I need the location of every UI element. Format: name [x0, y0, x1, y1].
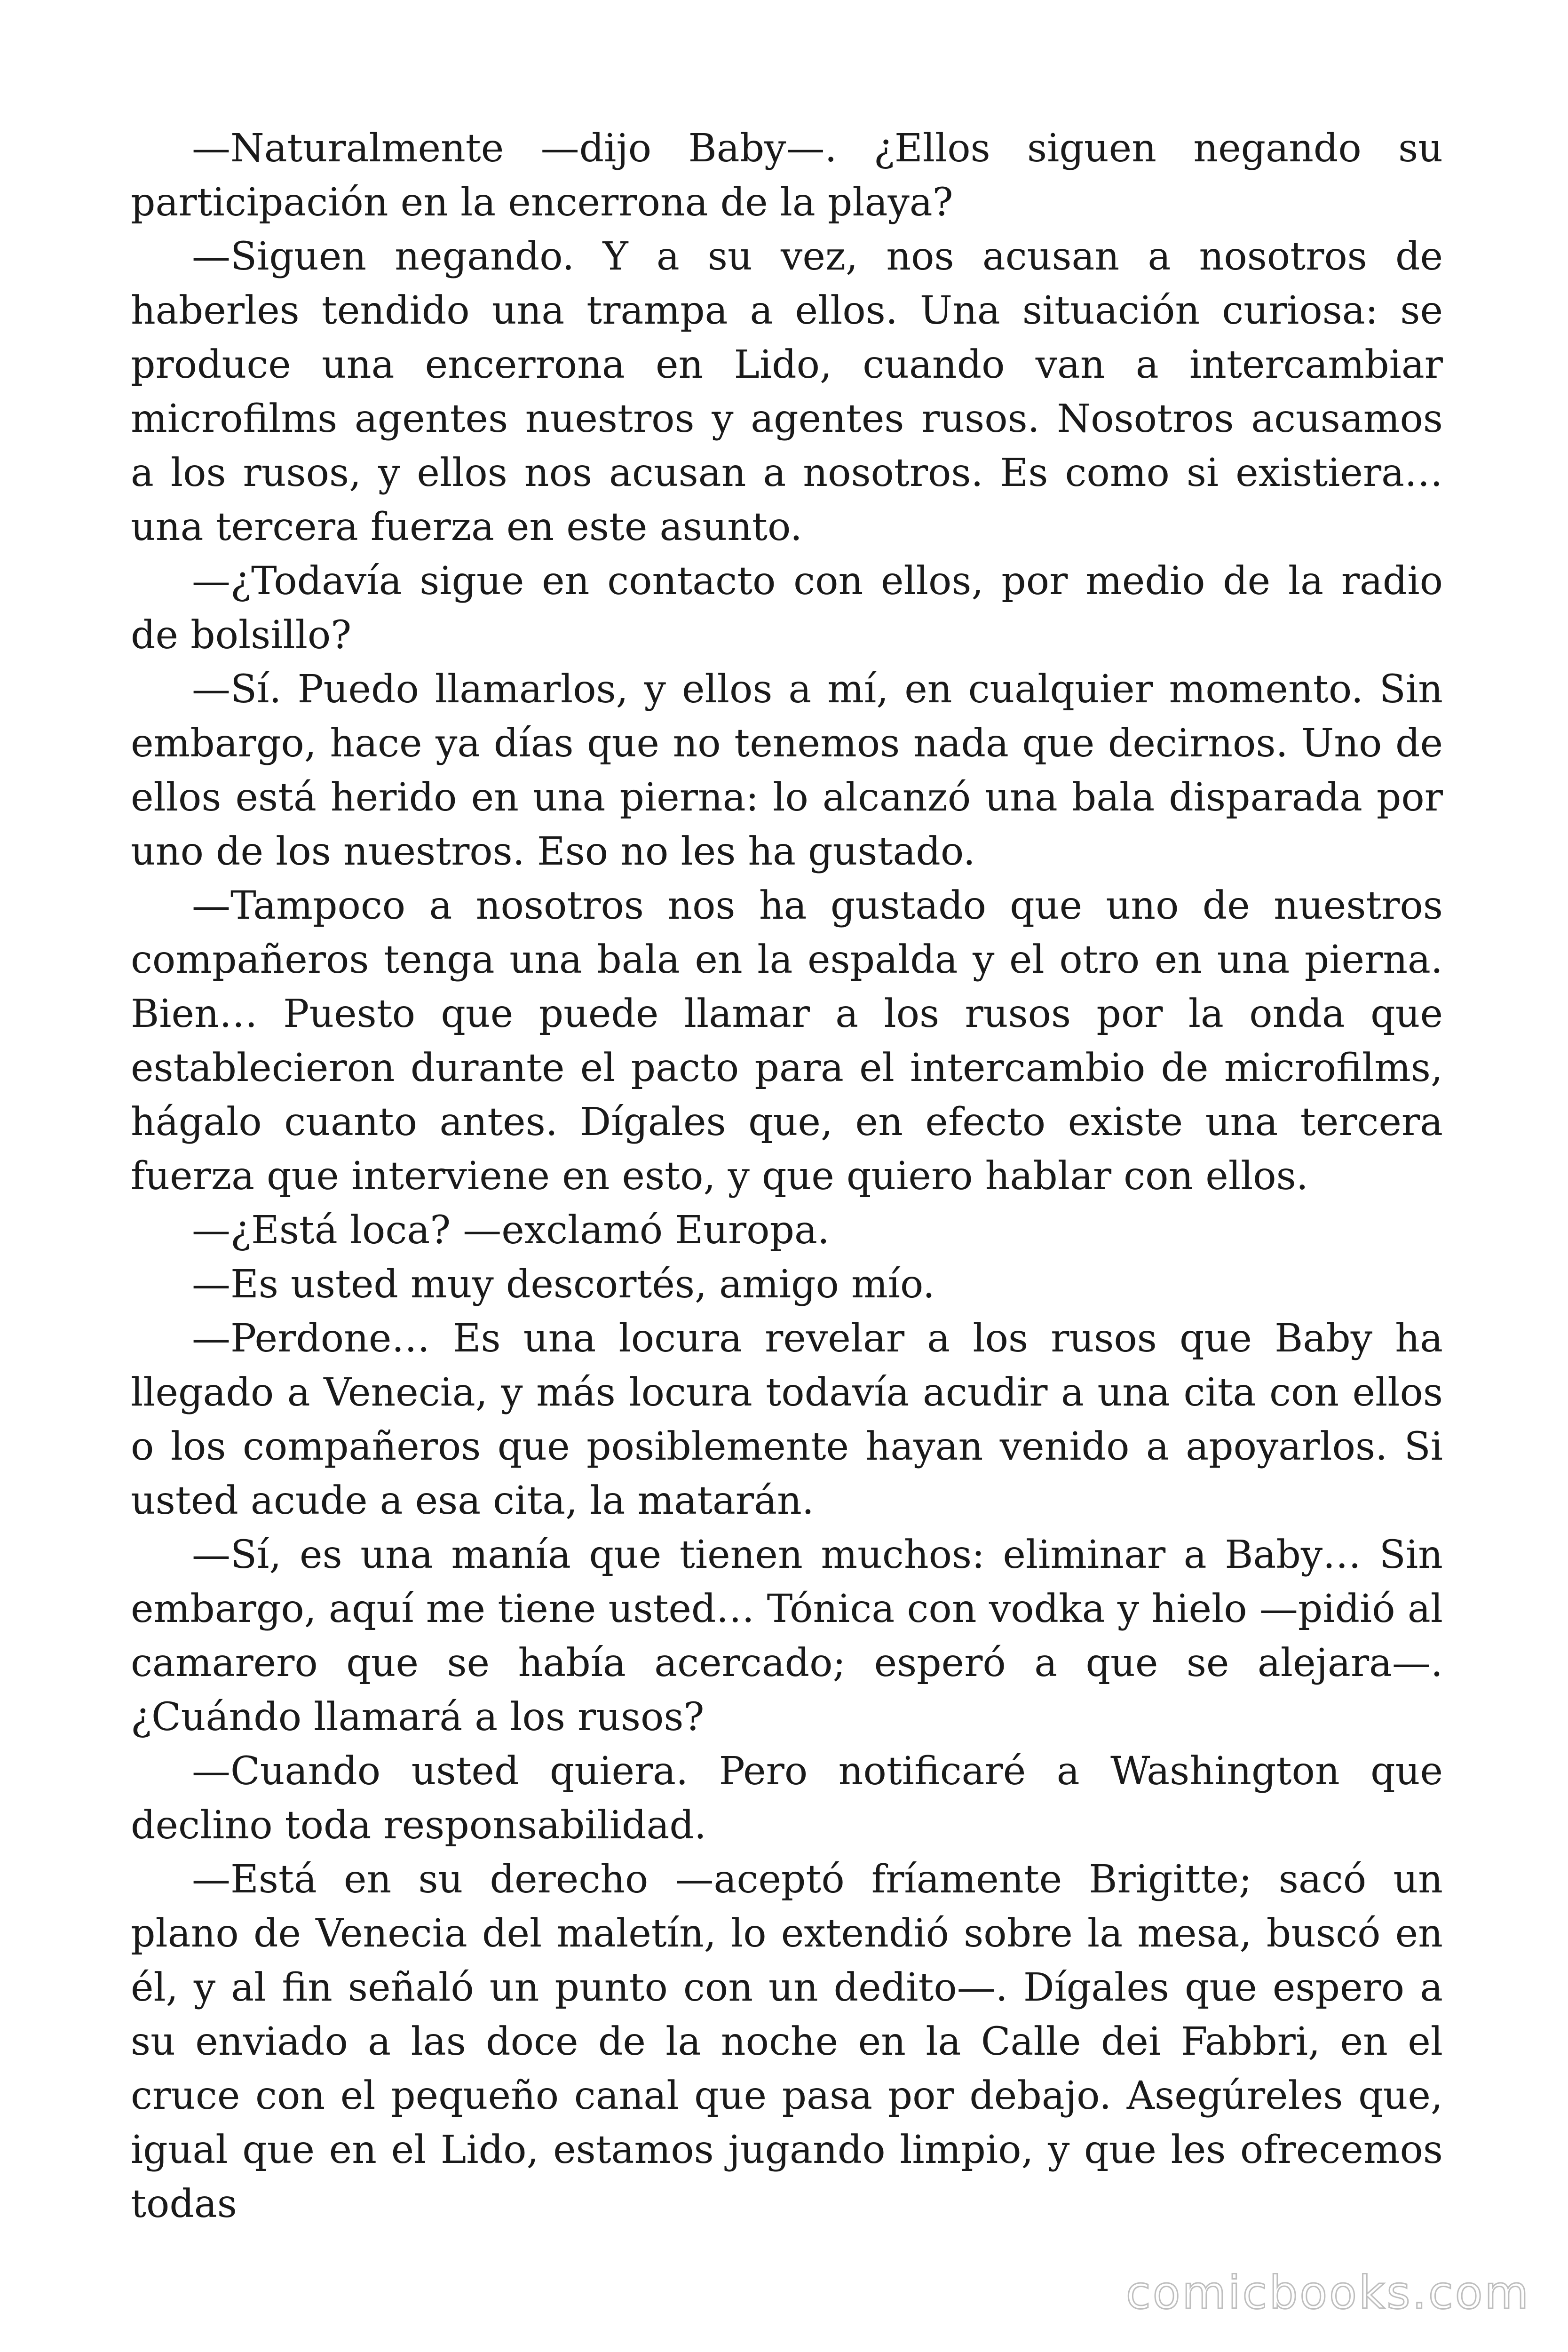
- paragraph-9: —Sí, es una manía que tienen muchos: eliminar a Baby… Sin embargo, aquí me tiene usted… Tónica con vodka y hielo —pidió al camarero que se había acercado; esperó a que se alejara—. ¿Cuándo llamará a los rusos?: [131, 1533, 1443, 1740]
- paragraph-5: —Tampoco a nosotros nos ha gustado que uno de nuestros compañeros tenga una bala en la espalda y el otro en una pierna. Bien… Puesto que puede llamar a los rusos por la onda que establecieron durante el pacto para el intercambio de microfilms, hágalo cuanto antes. Dígales que, en efecto existe una tercera fuerza que interviene en esto, y que quiero hablar con ellos.: [131, 883, 1443, 1199]
- paragraph-3: —¿Todavía sigue en contacto con ellos, por medio de la radio de bolsillo?: [131, 559, 1443, 658]
- paragraph-8: —Perdone… Es una locura revelar a los rusos que Baby ha llegado a Venecia, y más locura todavía acudir a una cita con ellos o los compañeros que posiblemente hayan venido a apoyarlos. Si usted acude a esa cita, la matarán.: [131, 1316, 1443, 1523]
- paragraph-10: —Cuando usted quiera. Pero notificaré a Washington que declino toda responsabilidad.: [131, 1749, 1443, 1848]
- paragraph-11: —Está en su derecho —aceptó fríamente Brigitte; sacó un plano de Venecia del maletín, lo extendió sobre la mesa, buscó en él, y al fin señaló un punto con un dedito—. Dígales que espero a su enviado a las doce de la noche en la Calle dei Fabbri, en el cruce con el pequeño canal que pasa por debajo. Asegúreles que, igual que en el Lido, estamos jugando limpio, y que les ofrecemos todas: [131, 1857, 1443, 2226]
- site-watermark: comicbooks.com: [1125, 2266, 1530, 2319]
- paragraph-6: —¿Está loca? —exclamó Europa.: [192, 1208, 830, 1253]
- paragraph-4: —Sí. Puedo llamarlos, y ellos a mí, en cualquier momento. Sin embargo, hace ya días que no tenemos nada que decirnos. Uno de ellos está herido en una pierna: lo alcanzó una bala disparada por uno de los nuestros. Eso no les ha gustado.: [131, 667, 1443, 874]
- body-text: [131, 121, 1443, 2231]
- paragraph-7: —Es usted muy descortés, amigo mío.: [192, 1262, 935, 1307]
- paragraph-1: —Naturalmente —dijo Baby—. ¿Ellos siguen negando su participación en la encerrona de la playa?: [131, 126, 1443, 225]
- paragraph-2: —Siguen negando. Y a su vez, nos acusan a nosotros de haberles tendido una trampa a ellos. Una situación curiosa: se produce una encerrona en Lido, cuando van a intercambiar microfilms agentes nuestros y agentes rusos. Nosotros acusamos a los rusos, y ellos nos acusan a nosotros. Es como si existiera… una tercera fuerza en este asunto.: [131, 234, 1443, 549]
